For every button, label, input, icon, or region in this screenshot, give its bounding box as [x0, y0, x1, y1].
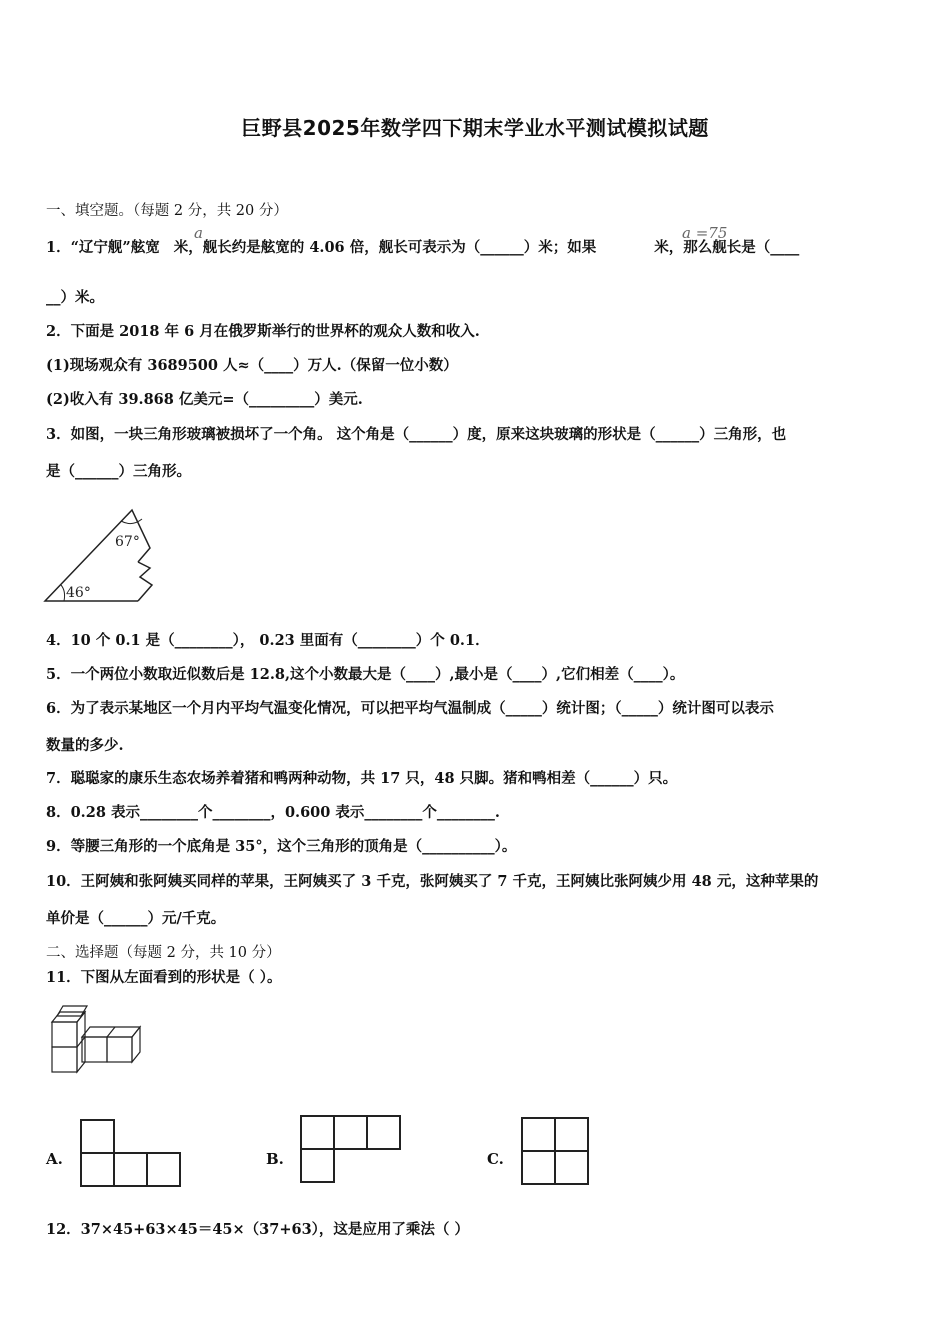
question-10-line1: 10．王阿姨和张阿姨买同样的苹果，王阿姨买了 3 千克，张阿姨买了 7 千克，王阿姨比张阿姨少用 48 元，这种苹果的: [46, 873, 819, 890]
question-2-sub2: (2)收入有 39.868 亿美元=（_________）美元.: [46, 391, 363, 408]
section-heading-fill-blank: 一、填空题。（每题 2 分，共 20 分）: [46, 203, 288, 219]
option-b-shape[interactable]: [299, 1114, 402, 1184]
question-7: 7．聪聪家的康乐生态农场养着猪和鸭两种动物，共 17 只，48 只脚。猪和鸭相差（______）只。: [46, 770, 678, 787]
option-b-label[interactable]: B.: [266, 1150, 284, 1168]
question-11-stem: 11．下图从左面看到的形状是（ ）。: [46, 969, 282, 986]
question-10-line2: 单价是（______）元/千克。: [46, 910, 226, 927]
question-2-stem: 2．下面是 2018 年 6 月在俄罗斯举行的世界杯的观众人数和收入.: [46, 323, 480, 340]
question-2-sub1: (1)现场观众有 3689500 人≈（____）万人.（保留一位小数）: [46, 357, 458, 374]
question-5: 5．一个两位小数取近似数后是 12.8,这个小数最大是（____）,最小是（____）,它们相差（____）。: [46, 666, 685, 683]
question-3-line1: 3．如图，一块三角形玻璃被损坏了一个角。 这个角是（______）度，原来这块玻璃的形状是（______）三角形，也: [46, 426, 787, 443]
question-6-line1: 6．为了表示某地区一个月内平均气温变化情况，可以把平均气温制成（_____）统计图；（_____）统计图可以表示: [46, 700, 774, 717]
question-1-continuation: __）米。: [46, 289, 104, 306]
condition-a-equals-75: a =75: [682, 224, 728, 242]
variable-a: a: [194, 224, 203, 242]
question-4: 4．10 个 0.1 是（________）， 0.23 里面有（________）个 0.1．: [46, 632, 490, 649]
angle-67-label: 67°: [115, 534, 140, 550]
question-1-part3: 米，那么舰长是（____: [654, 239, 800, 256]
option-a-shape[interactable]: [80, 1118, 182, 1188]
question-6-line2: 数量的多少.: [46, 737, 124, 754]
broken-triangle-figure: [40, 505, 165, 605]
question-9: 9．等腰三角形的一个底角是 35°，这个三角形的顶角是（__________）。: [46, 838, 517, 855]
question-12: 12．37×45+63×45＝45×（37+63），这是应用了乘法（ ）: [46, 1221, 469, 1238]
question-1-part1: 1．“辽宁舰”舷宽: [46, 239, 160, 256]
angle-46-label: 46°: [66, 585, 91, 601]
question-3-line2: 是（______）三角形。: [46, 463, 191, 480]
option-a-label[interactable]: A.: [46, 1150, 63, 1168]
option-c-label[interactable]: C.: [487, 1150, 504, 1168]
section-heading-choice: 二、选择题（每题 2 分，共 10 分）: [46, 945, 281, 961]
page-title: 巨野县2025年数学四下期末学业水平测试模拟试题: [241, 116, 709, 140]
cube-stack-figure: [45, 1000, 145, 1075]
option-c-shape[interactable]: [520, 1116, 590, 1186]
question-1-part2: 米，舰长约是舷宽的 4.06 倍，舰长可表示为（______）米；如果: [173, 239, 597, 256]
question-8: 8．0.28 表示________个________，0.600 表示________个________.: [46, 804, 500, 821]
